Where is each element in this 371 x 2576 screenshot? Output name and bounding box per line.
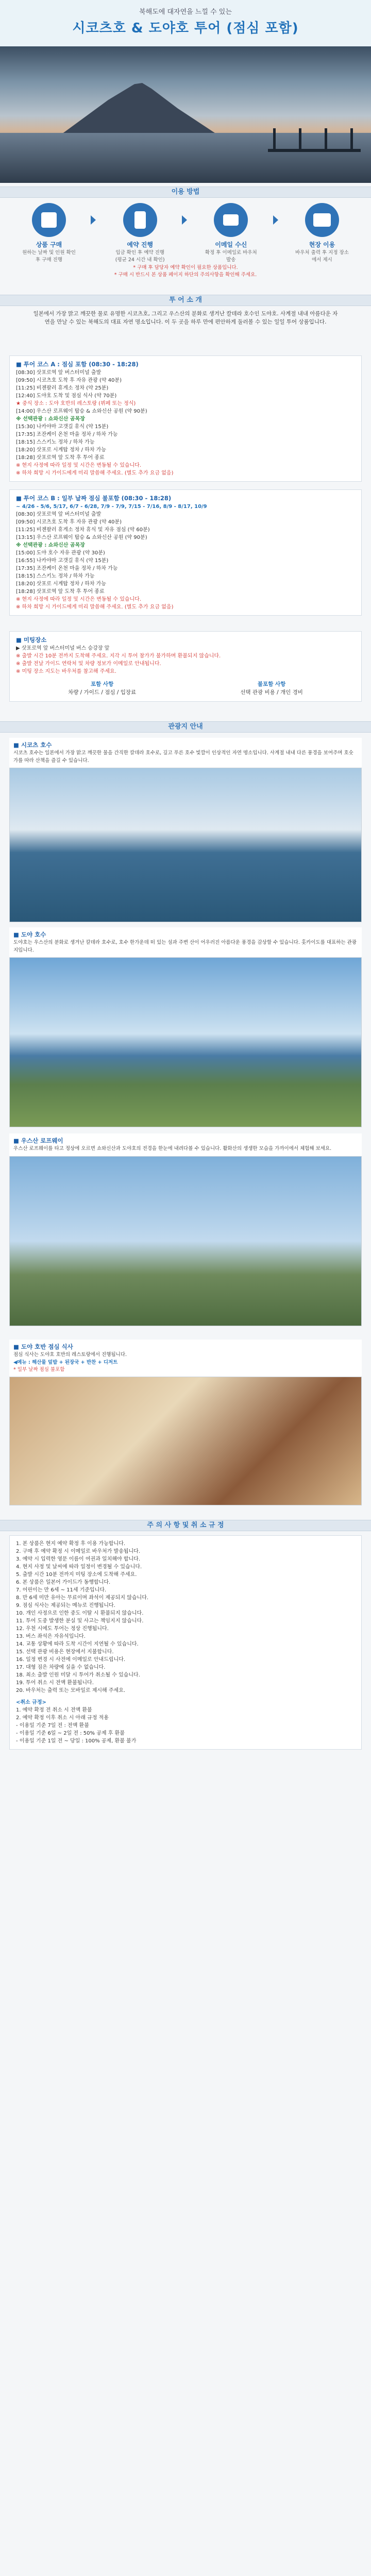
intro-text: 일본에서 가장 맑고 깨끗한 물로 유명한 시코츠호, 그리고 우스산의 분화로 생겨난 칼데라 호수인 도야호. 사계절 내내 아름다운 자연을 만날 수 있는 북해도의 대표 자연 명소입니다. 이 두 곳을 하루 만에 편안하게 둘러볼 수 있는 일일 투어 상품입니다. — [33, 311, 338, 325]
step-use — [294, 203, 350, 264]
step-desc: 입금 확인 후 예약 진행 (평균 24 시간 내 확인) — [115, 250, 165, 263]
notice-item: 18. 최소 출발 인원 미달 시 투어가 취소될 수 있습니다. — [16, 1672, 140, 1678]
notice-section — [0, 1520, 371, 1750]
meeting-note: ※ 출발 시간 10분 전까지 도착해 주세요. 지각 시 투어 참가가 불가하며 환불되지 않습니다. — [16, 653, 221, 659]
notice-item: 15. 선택 관광 비용은 현장에서 지불합니다. — [16, 1649, 114, 1655]
usage-note-2: * 구매 시 반드시 본 상품 페이지 하단의 주의사항을 확인해 주세요. — [114, 272, 257, 278]
lunch-note: ★ 중식 장소 : 도야 호반의 레스토랑 (뷔페 또는 정식) — [16, 401, 136, 407]
schedule-row: [15:30] 나카야마 고갯길 휴식 (약 15분) — [16, 424, 109, 430]
optional-tour: ※ 선택관광 : 쇼와신산 곰목장 — [16, 416, 85, 422]
course-a — [0, 355, 371, 482]
step-title: 이메일 수신 — [215, 241, 247, 248]
course-b-dates: ~ 4/26 - 5/6, 5/17, 6/7 - 6/28, 7/9 - 7/9, 7/15 - 7/16, 8/9 - 8/17, 10/9 — [16, 504, 207, 510]
calendar-icon — [32, 203, 66, 237]
usage-section — [0, 187, 371, 279]
hero-title: 시코츠호 & 도야호 투어 (점심 포함) — [72, 21, 299, 36]
suitcase-icon — [305, 203, 339, 237]
notice-item: 19. 투어 취소 시 전액 환불됩니다. — [16, 1680, 94, 1686]
cancel-title: <취소 규정> — [16, 1700, 46, 1705]
cancel-item: - 이용일 기준 6일 ~ 2일 전 : 50% 공제 후 환불 — [16, 1731, 125, 1736]
schedule-row: [16:55] 나카야마 고갯길 휴식 (약 15분) — [16, 558, 109, 564]
course-b-title: ■ 투어 코스 B : 일부 날짜 점심 불포함 (08:30 - 18:28) — [16, 494, 355, 503]
usage-header: 이용 방법 — [0, 187, 371, 198]
lunch-note: * 일부 날짜 점심 불포함 — [13, 1366, 65, 1372]
meeting-note: ※ 출발 전날 가이드 연락처 및 차량 정보가 이메일로 안내됩니다. — [16, 661, 161, 667]
meeting-section — [0, 631, 371, 702]
schedule-row: [18:28] 삿포로역 앞 도착 후 투어 종료 — [16, 455, 105, 461]
spot-title: ■ 도야 호반 점심 식사 — [13, 1343, 358, 1351]
notice-item: 9. 점심 식사는 제공되는 메뉴로 진행됩니다. — [16, 1603, 115, 1608]
schedule-row: [17:35] 조잔케이 온천 마을 정차 / 하차 가능 — [16, 432, 118, 438]
spot-lunch — [0, 1340, 371, 1505]
schedule-row: [11:25] 비젠팔러 휴게소 정차 휴식 및 자유 점심 (약 60분) — [16, 527, 150, 533]
mountain-illustration — [62, 77, 216, 134]
optional-tour: ※ 선택관광 : 쇼와신산 곰목장 — [16, 543, 85, 549]
step-purchase — [21, 203, 77, 264]
cancel-item: 2. 예약 확정 이후 취소 시 아래 규정 적용 — [16, 1715, 109, 1721]
meeting-place: ▶ 삿포로역 앞 버스터미널 버스 승강장 앞 — [16, 646, 110, 652]
step-email — [203, 203, 259, 264]
schedule-row: [18:20] 삿포로 시계탑 정차 / 하차 가능 — [16, 581, 106, 587]
lunch-photo — [9, 1377, 362, 1505]
spots-header: 관광지 안내 — [0, 721, 371, 733]
notice-item: 4. 현지 사정 및 날씨에 따라 일정이 변경될 수 있습니다. — [16, 1564, 142, 1570]
schedule-row: [18:15] 스스키노 정차 / 하차 가능 — [16, 439, 95, 446]
notice-item: 6. 본 상품은 일본어 가이드가 동행합니다. — [16, 1580, 111, 1585]
notice-item: 14. 교통 상황에 따라 도착 시간이 지연될 수 있습니다. — [16, 1641, 139, 1647]
notice-item: 3. 예약 시 입력한 영문 이름이 여권과 일치해야 합니다. — [16, 1556, 141, 1562]
schedule-row: [08:30] 삿포로역 앞 버스터미널 출발 — [16, 370, 102, 376]
schedule-row: [18:28] 삿포로역 앞 도착 후 투어 종료 — [16, 589, 105, 595]
notice-item: 12. 우천 시에도 투어는 정상 진행됩니다. — [16, 1626, 109, 1632]
cancel-item: - 이용일 기준 7일 전 : 전액 환불 — [16, 1723, 89, 1728]
schedule-row: [12:40] 도야호 도착 및 점심 식사 (약 70분) — [16, 393, 117, 399]
usage-note-1: * 구매 후 담당자 예약 확인이 필요한 상품입니다. — [133, 264, 238, 270]
step-reserve — [112, 203, 168, 264]
spot-title: ■ 우스산 로프웨이 — [13, 1137, 358, 1145]
notice-item: 16. 일정 변경 시 사전에 이메일로 안내드립니다. — [16, 1657, 126, 1663]
spot-text: 점심 식사는 도야호 호반의 레스토랑에서 진행됩니다. — [13, 1352, 127, 1358]
schedule-row: [09:50] 시코츠호 도착 후 자유 관광 (약 40분) — [16, 378, 122, 384]
notice-item: 10. 개인 사정으로 인한 중도 이탈 시 환불되지 않습니다. — [16, 1611, 144, 1616]
spot-text: 도야호는 우스산의 분화로 생겨난 칼데라 호수로, 호수 한가운데 떠 있는 섬과 주변 산이 어우러진 아름다운 풍경을 감상할 수 있습니다. 홋카이도를 대표하는 관광지입니다. — [13, 940, 357, 953]
intro-section — [0, 295, 371, 331]
spot-title: ■ 도야 호수 — [13, 930, 358, 939]
notice-list — [9, 1535, 362, 1750]
toya-photo — [9, 957, 362, 1127]
spot-text: 시코츠 호수는 일본에서 가장 맑고 깨끗한 물을 간직한 칼데라 호수로, 깊고 푸른 호수 빛깔이 인상적인 자연 명소입니다. 사계절 내내 다른 풍경을 보여주며 호숫가를 따라 산책을 즐길 수 있습니다. — [13, 750, 353, 764]
notice-item: 17. 대형 짐은 차량에 실을 수 없습니다. — [16, 1665, 106, 1670]
excluded-text: 선택 관광 비용 / 개인 경비 — [240, 689, 303, 696]
ropeway-photo — [9, 1156, 362, 1326]
schedule-row: [18:20] 삿포로 시계탑 정차 / 하차 가능 — [16, 447, 106, 453]
hero-subtitle: 북해도에 대자연을 느낄 수 있는 — [139, 8, 232, 16]
warn-note: ※ 현지 사정에 따라 일정 및 시간은 변동될 수 있습니다. — [16, 597, 142, 603]
schedule-row: [14:00] 우스산 로프웨이 탑승 & 쇼와신산 공원 (약 90분) — [16, 409, 147, 415]
shikotsu-photo — [9, 768, 362, 922]
notice-item: 2. 구매 후 예약 확정 시 이메일로 바우처가 발송됩니다. — [16, 1549, 141, 1554]
schedule-row: [13:15] 우스산 로프웨이 탑승 & 쇼와신산 공원 (약 90분) — [16, 535, 147, 541]
notice-item: 20. 바우처는 출력 또는 모바일로 제시해 주세요. — [16, 1688, 126, 1693]
intro-header: 투 어 소 개 — [0, 295, 371, 306]
spot-toya — [0, 927, 371, 1127]
step-title: 상품 구매 — [36, 241, 62, 248]
warn-note: ※ 현지 사정에 따라 일정 및 시간은 변동될 수 있습니다. — [16, 463, 142, 469]
arrow-icon — [91, 203, 98, 237]
notice-item: 1. 본 상품은 현지 예약 확정 후 이용 가능합니다. — [16, 1541, 126, 1547]
included-label: 포함 사항 — [90, 681, 114, 688]
schedule-row: [17:35] 조잔케이 온천 마을 정차 / 하차 가능 — [16, 566, 118, 572]
schedule-row: [08:30] 삿포로역 앞 버스터미널 출발 — [16, 512, 102, 518]
notice-item: 11. 투어 도중 발생한 분실 및 사고는 책임지지 않습니다. — [16, 1618, 144, 1624]
hero-banner — [0, 0, 371, 183]
cancel-item: 1. 예약 확정 전 취소 시 전액 환불 — [16, 1707, 92, 1713]
course-b — [0, 489, 371, 616]
notice-item: 5. 출발 시간 10분 전까지 미팅 장소에 도착해 주세요. — [16, 1572, 137, 1578]
meeting-note: ※ 미팅 장소 지도는 바우처를 참고해 주세요. — [16, 669, 116, 675]
usage-steps — [0, 198, 371, 264]
spot-title: ■ 시코츠 호수 — [13, 741, 358, 750]
schedule-row: [11:25] 비젠팔러 휴게소 정차 (약 25분) — [16, 385, 109, 392]
notice-item: 8. 만 6세 미만 유아는 무료이며 좌석이 제공되지 않습니다. — [16, 1595, 149, 1601]
schedule-row: [09:50] 시코츠호 도착 후 자유 관광 (약 40분) — [16, 519, 122, 526]
phone-icon — [123, 203, 157, 237]
spots-section — [0, 721, 371, 733]
notice-item: 13. 버스 좌석은 자유석입니다. — [16, 1634, 86, 1639]
meeting-title: ■ 미팅장소 — [16, 636, 355, 645]
schedule-row: [18:15] 스스키노 정차 / 하차 가능 — [16, 573, 95, 580]
warn-note: ※ 하차 희망 시 가이드에게 미리 말씀해 주세요. (별도 추가 요금 없음) — [16, 604, 174, 611]
cancel-item: - 이용일 기준 1일 전 ~ 당일 : 100% 공제, 환불 불가 — [16, 1738, 137, 1744]
step-desc: 확정 후 이메일로 바우처 발송 — [205, 250, 257, 263]
step-desc: 바우처 출력 후 지정 장소에서 제시 — [295, 250, 349, 263]
lunch-menu: ◀메뉴 : 해산물 덮밥 + 된장국 + 반찬 + 디저트 — [13, 1359, 118, 1365]
spot-ropeway — [0, 1133, 371, 1326]
spot-text: 우스산 로프웨이를 타고 정상에 오르면 쇼와신산과 도야호의 전경을 한눈에 내려다볼 수 있습니다. 활화산의 생생한 모습을 가까이에서 체험해 보세요. — [13, 1146, 332, 1152]
notice-header: 주 의 사 항 및 취 소 규 정 — [0, 1520, 371, 1531]
excluded-label: 불포함 사항 — [257, 681, 286, 688]
schedule-row: [15:00] 도야 호수 자유 관광 (약 30분) — [16, 550, 105, 556]
notice-item: 7. 어린이는 만 6세 ~ 11세 기준입니다. — [16, 1587, 107, 1593]
arrow-icon — [273, 203, 280, 237]
step-desc: 원하는 날짜 및 인원 확인 후 구매 진행 — [22, 250, 76, 263]
included-text: 차량 / 가이드 / 점심 / 입장료 — [68, 689, 137, 696]
step-title: 현장 이용 — [309, 241, 335, 248]
warn-note: ※ 하차 희망 시 가이드에게 미리 말씀해 주세요. (별도 추가 요금 없음) — [16, 470, 174, 477]
pier-illustration — [268, 116, 361, 152]
mail-icon — [214, 203, 248, 237]
course-a-title: ■ 투어 코스 A : 점심 포함 (08:30 - 18:28) — [16, 360, 355, 369]
spot-shikotsu — [0, 738, 371, 922]
arrow-icon — [182, 203, 189, 237]
step-title: 예약 진행 — [127, 241, 153, 248]
